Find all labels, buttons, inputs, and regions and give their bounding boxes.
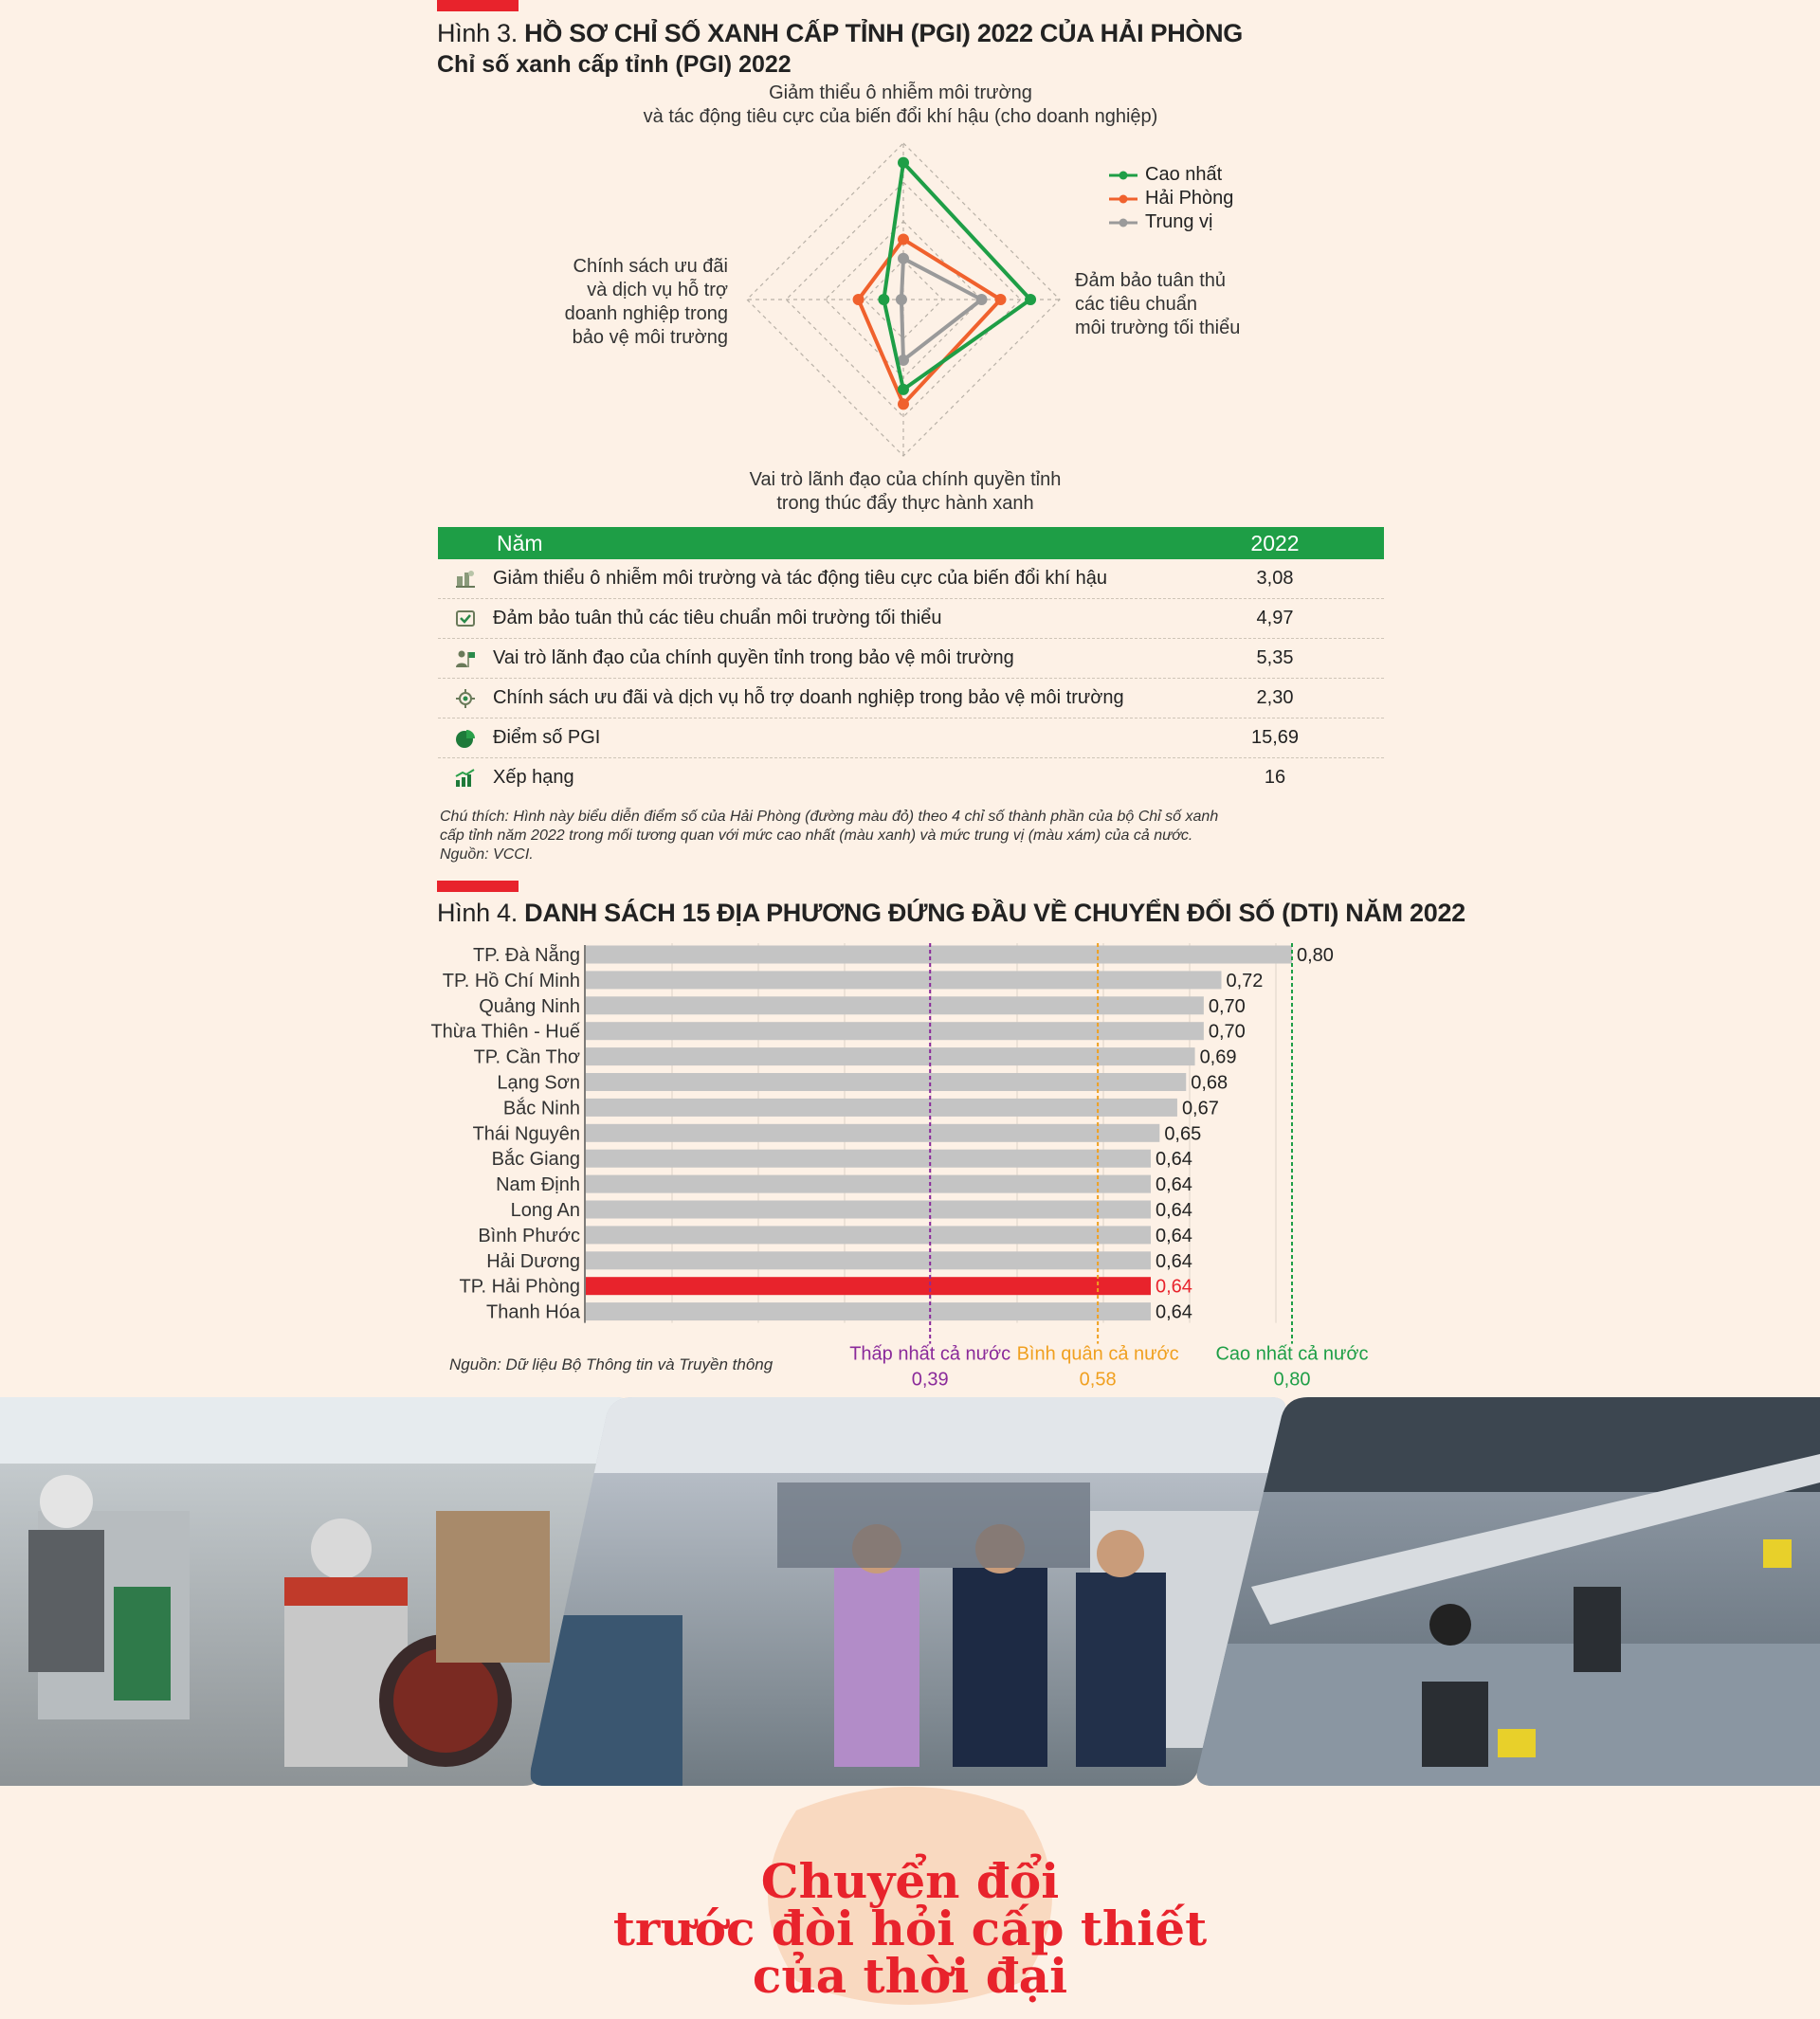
table-header-name: Năm xyxy=(497,530,543,555)
headline-line-2: trước đòi hỏi cấp thiết xyxy=(612,1901,1208,1956)
table-row-label: Điểm số PGI xyxy=(493,727,601,748)
bar-category-label: Thanh Hóa xyxy=(486,1301,580,1323)
table-row-value: 16 xyxy=(1264,767,1286,788)
reference-line-name: Cao nhất cả nước xyxy=(1215,1343,1369,1365)
bar xyxy=(586,1073,1186,1091)
radar-axis-right-line: Đảm bảo tuân thủ xyxy=(1075,270,1226,291)
radar-axis-right-line: các tiêu chuẩn xyxy=(1075,294,1197,315)
fig4-title-text: DANH SÁCH 15 ĐỊA PHƯƠNG ĐỨNG ĐẦU VỀ CHUYỂN ĐỔI SỐ (DTI) NĂM 2022 xyxy=(524,899,1465,927)
bar-value-label: 0,64 xyxy=(1156,1225,1192,1246)
headline-line-3: của thời đại xyxy=(752,1948,1068,2004)
reference-line-name: Bình quân cả nước xyxy=(1016,1343,1179,1365)
headline xyxy=(0,1853,1820,2004)
bar-category-label: Bắc Giang xyxy=(491,1149,580,1171)
bar-value-label: 0,65 xyxy=(1164,1123,1202,1145)
bar-category-label: TP. Hải Phòng xyxy=(459,1276,580,1298)
table-row-label: Chính sách ưu đãi và dịch vụ hỗ trợ doanh nghiệp trong bảo vệ môi trường xyxy=(493,687,1124,708)
bar-value-label: 0,64 xyxy=(1156,1149,1192,1171)
bar-category-label: Thừa Thiên - Huế xyxy=(430,1021,580,1043)
bar xyxy=(586,1277,1151,1295)
radar-axis-top-line: Giảm thiểu ô nhiễm môi trường xyxy=(769,82,1032,103)
bar-category-label: Thái Nguyên xyxy=(472,1123,580,1145)
fig4-label: Hình 4. xyxy=(437,899,518,927)
radar-axis-left-line: doanh nghiệp trong xyxy=(564,303,728,324)
fig3-label: Hình 3. xyxy=(437,19,518,47)
table-row-value: 3,08 xyxy=(1256,568,1294,589)
table-row-value: 2,30 xyxy=(1256,687,1294,708)
bar-value-label: 0,64 xyxy=(1156,1250,1192,1272)
reference-line-value: 0,39 xyxy=(911,1369,949,1391)
reference-line-name: Thấp nhất cả nước xyxy=(849,1343,1011,1365)
bar-value-label: 0,69 xyxy=(1199,1046,1237,1068)
bar-category-label: Quảng Ninh xyxy=(479,995,580,1017)
bar-category-label: TP. Cần Thơ xyxy=(473,1046,580,1068)
bar-category-label: Bắc Ninh xyxy=(502,1098,580,1119)
table-header-year: 2022 xyxy=(1250,530,1300,555)
bar-category-label: TP. Hồ Chí Minh xyxy=(442,970,580,991)
table-row-value: 15,69 xyxy=(1250,727,1300,748)
bar xyxy=(586,1175,1151,1193)
bar-category-label: Nam Định xyxy=(496,1174,580,1196)
bar-value-label: 0,68 xyxy=(1191,1072,1228,1094)
radar-axis-left-line: và dịch vụ hỗ trợ xyxy=(587,280,728,300)
bar-category-label: TP. Đà Nẵng xyxy=(472,945,580,966)
radar-axis-bottom-line: Vai trò lãnh đạo của chính quyền tỉnh xyxy=(749,469,1062,490)
legend-label: Hải Phòng xyxy=(1145,188,1234,209)
table-row-value: 5,35 xyxy=(1256,647,1294,668)
table-row-label: Xếp hạng xyxy=(493,767,574,788)
bar-value-label: 0,70 xyxy=(1208,1021,1246,1043)
bar xyxy=(586,1302,1151,1320)
bar xyxy=(586,946,1292,964)
bar-value-label: 0,72 xyxy=(1226,970,1264,991)
bar xyxy=(586,971,1222,989)
bar xyxy=(586,1251,1151,1269)
table-row-label: Vai trò lãnh đạo của chính quyền tỉnh trong bảo vệ môi trường xyxy=(493,647,1014,668)
radar-axis-right-line: môi trường tối thiểu xyxy=(1075,318,1241,338)
bar xyxy=(586,1099,1177,1117)
table-row-label: Giảm thiểu ô nhiễm môi trường và tác động tiêu cực của biến đổi khí hậu xyxy=(493,568,1108,589)
legend-label: Trung vị xyxy=(1145,211,1213,232)
legend-label: Cao nhất xyxy=(1145,164,1223,185)
bar-value-label: 0,64 xyxy=(1156,1301,1192,1323)
bar-category-label: Hải Dương xyxy=(486,1250,580,1272)
table-row-label: Đảm bảo tuân thủ các tiêu chuẩn môi trường tối thiểu xyxy=(493,608,942,628)
reference-line-value: 0,80 xyxy=(1273,1369,1311,1391)
bar-value-label: 0,67 xyxy=(1181,1098,1219,1119)
bar xyxy=(586,1150,1151,1168)
table-row-value: 4,97 xyxy=(1256,608,1294,628)
bar-category-label: Long An xyxy=(510,1200,580,1221)
radar-axis-left-line: Chính sách ưu đãi xyxy=(573,256,728,277)
note-line: Chú thích: Hình này biểu diễn điểm số của Hải Phòng (đường màu đỏ) theo 4 chỉ số thành phần của bộ Chỉ số xanh xyxy=(440,809,1219,825)
radar-axis-left-line: bảo vệ môi trường xyxy=(572,327,728,348)
bar xyxy=(586,1124,1159,1142)
bar-value-label: 0,80 xyxy=(1297,945,1334,966)
bar-value-label: 0,64 xyxy=(1156,1200,1192,1221)
bar-category-label: Lạng Sơn xyxy=(497,1072,580,1094)
bar-value-label: 0,64 xyxy=(1156,1276,1192,1298)
note-line: Nguồn: VCCI. xyxy=(440,846,534,863)
radar-axis-top-line: và tác động tiêu cực của biến đổi khí hậu (cho doanh nghiệp) xyxy=(643,106,1158,127)
bar-category-label: Bình Phước xyxy=(478,1225,580,1246)
bar-value-label: 0,70 xyxy=(1208,995,1246,1017)
fig3-title-text: HỒ SƠ CHỈ SỐ XANH CẤP TỈNH (PGI) 2022 CỦA HẢI PHÒNG xyxy=(524,19,1243,47)
fig4-source: Nguồn: Dữ liệu Bộ Thông tin và Truyền thông xyxy=(449,1355,774,1373)
bar xyxy=(586,1201,1151,1219)
note-line: cấp tỉnh năm 2022 trong mối tương quan với mức cao nhất (màu xanh) và mức trung vị (màu xám) của cả nước. xyxy=(440,828,1193,844)
bar-value-label: 0,64 xyxy=(1156,1174,1192,1196)
reference-line-value: 0,58 xyxy=(1079,1369,1117,1391)
bar xyxy=(586,1047,1195,1065)
photo-strip xyxy=(0,1397,1820,1786)
fig3-subtitle: Chỉ số xanh cấp tỉnh (PGI) 2022 xyxy=(437,51,792,78)
bar xyxy=(586,1226,1151,1244)
headline-line-1: Chuyển đổi xyxy=(760,1853,1060,1909)
bar xyxy=(586,1022,1204,1040)
motorbike-assembly-photo xyxy=(1185,1397,1820,1786)
officials-visit-photo xyxy=(521,1397,1299,1786)
radar-axis-bottom-line: trong thúc đẩy thực hành xanh xyxy=(776,493,1034,514)
bar xyxy=(586,996,1204,1014)
